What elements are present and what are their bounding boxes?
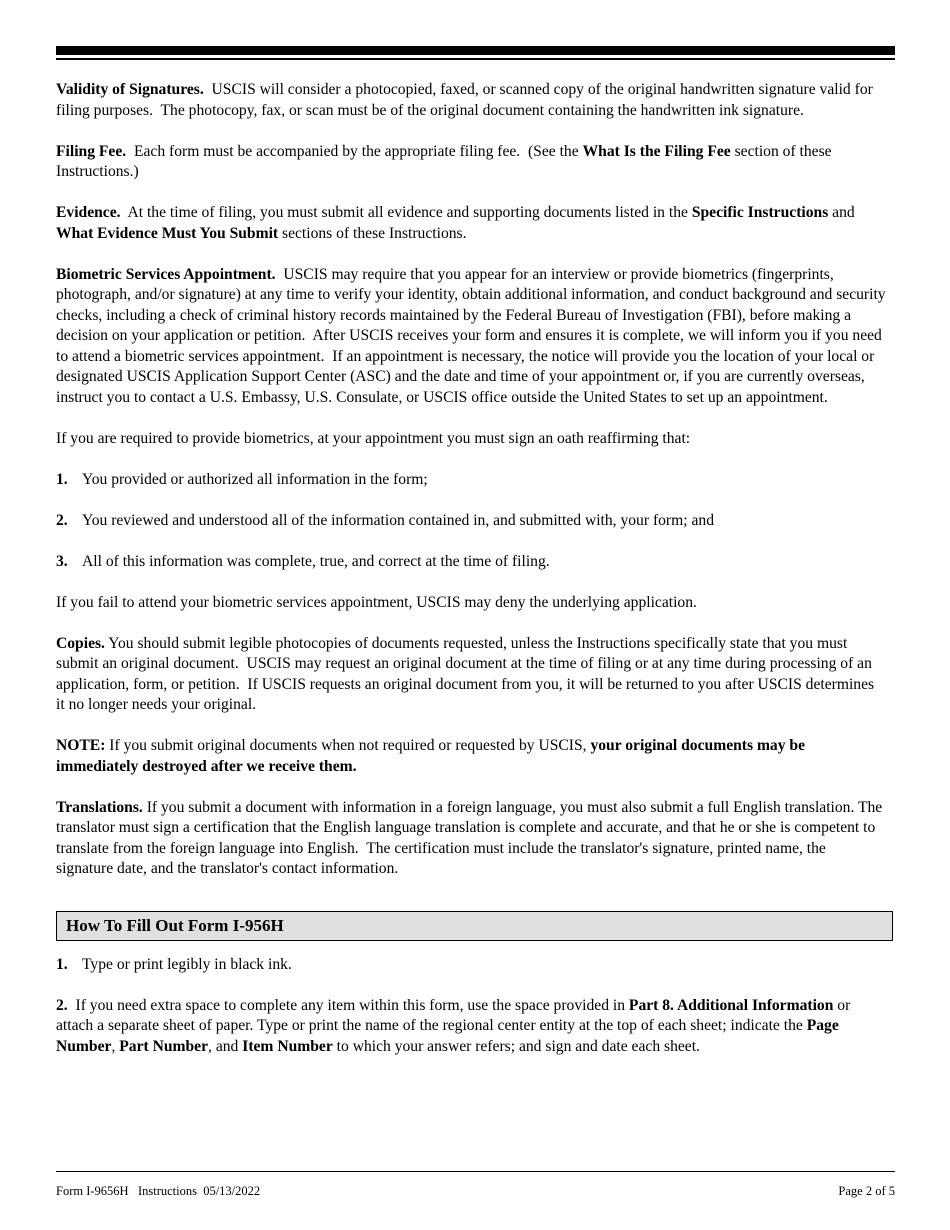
fill-item-text-2: or attach a separate sheet of paper. Type or print the name of the regional center entity at the top of each sheet; indicate the (56, 996, 851, 1034)
header-rule-thin (56, 58, 895, 60)
oath-item (56, 552, 886, 573)
footer-form-id: Form I-9656H Instructions 05/13/2022 (56, 1184, 261, 1198)
filing-fee-ref: What Is the Filing Fee (582, 142, 731, 160)
fill-item-text: Type or print legibly in black ink. (82, 955, 292, 973)
note-heading: NOTE: (56, 737, 106, 754)
oath-item-number: 1. (56, 470, 68, 488)
fill-item-text-4: , and (208, 1037, 243, 1055)
oath-item-text: You provided or authorized all information in the form; (82, 470, 428, 488)
validity-paragraph (56, 80, 886, 121)
fill-item (56, 996, 886, 1058)
copies-text: You should submit legible photocopies of documents requested, unless the Instructions specifically state that you must submit an original document. USCIS may request an original document at the time of filing or at any time during processing of an application, form, or petition. If USCIS requests an original document from you, it will be returned to you after USCIS determines it no longer needs your original. (56, 634, 878, 713)
fill-item-ref-part: Part 8. Additional Information (628, 996, 834, 1014)
oath-item-number: 2. (56, 511, 68, 529)
fill-item-ref-page: Page Number (56, 1017, 839, 1055)
fill-item-ref-item-number: Item Number (242, 1037, 333, 1055)
validity-text: USCIS will consider a photocopied, faxed, or scanned copy of the original handwritten signature valid for filing purposes. The photocopy, fax, or scan must be of the original document containing the handwritten ink signature. (56, 81, 877, 119)
fail-paragraph: If you fail to attend your biometric services appointment, USCIS may deny the underlying application. (56, 593, 697, 611)
fill-item-text: If you need extra space to complete any item within this form, use the space provided in (67, 996, 629, 1014)
evidence-ref-2: What Evidence Must You Submit (56, 224, 279, 242)
evidence-text-end: sections of these Instructions. (278, 224, 467, 242)
note-text: If you submit original documents when not required or requested by USCIS, (105, 737, 591, 754)
oath-intro: If you are required to provide biometrics, at your appointment you must sign an oath reaffirming that: (56, 429, 691, 447)
oath-item-text: All of this information was complete, true, and correct at the time of filing. (82, 552, 550, 570)
fill-item (56, 955, 886, 976)
translations-paragraph (56, 798, 886, 880)
biometric-heading: Biometric Services Appointment. (56, 265, 276, 283)
document-body (56, 80, 890, 1078)
copies-paragraph (56, 634, 886, 716)
oath-item-text: You reviewed and understood all of the information contained in, and submitted with, your form; and (82, 511, 715, 529)
section-heading: How To Fill Out Form I-956H (56, 911, 893, 941)
filing-fee-paragraph (56, 142, 886, 183)
fill-item-ref-part-number: Part Number (119, 1037, 209, 1055)
evidence-text: At the time of filing, you must submit all evidence and supporting documents listed in the (120, 204, 692, 221)
note-paragraph (56, 736, 886, 777)
translations-text: If you submit a document with information in a foreign language, you must also submit a full English translation. The translator must sign a certification that the English language translation is complete and accurate, and that he or she is competent to translate from the foreign language into English. The certification must include the translator's signature, printed name, the signature date, and the translator's contact information. (56, 798, 887, 877)
fill-item-number: 2. (56, 996, 68, 1014)
filing-fee-heading: Filing Fee. (56, 142, 127, 160)
note-warning: your original documents may be immediately destroyed after we receive them. (56, 737, 806, 775)
oath-item-number: 3. (56, 552, 68, 570)
translations-heading: Translations. (56, 798, 143, 816)
fill-item-number: 1. (56, 955, 68, 973)
copies-heading: Copies. (56, 634, 105, 652)
filing-fee-text-end: section of these Instructions.) (56, 142, 832, 180)
fill-item-text-5: to which your answer refers; and sign and date each sheet. (332, 1037, 700, 1055)
evidence-heading: Evidence. (56, 204, 121, 221)
fill-item-text-3: , (111, 1037, 120, 1055)
biometric-paragraph (56, 265, 890, 409)
evidence-paragraph (56, 203, 886, 244)
validity-heading: Validity of Signatures. (56, 81, 204, 98)
filing-fee-text: Each form must be accompanied by the appropriate filing fee. (See the (126, 142, 583, 160)
footer-page-number: Page 2 of 5 (838, 1184, 895, 1198)
evidence-text-mid: and (828, 204, 859, 221)
oath-item (56, 470, 886, 491)
biometric-text: USCIS may require that you appear for an interview or provide biometrics (fingerprints, photograph, and/or signature) at any time to verify your identity, obtain additional information, and conduct background and security checks, including a check of criminal history records maintained by the Federal Bureau of Investigation (FBI), before making a decision on your application or petition. After USCIS receives your form and ensures it is complete, we will inform you if you need to attend a biometric services appointment. If an appointment is necessary, the notice will provide you the location of your local or designated USCIS Application Support Center (ASC) and the date and time of your appointment or, if you are currently overseas, instruct you to contact a U.S. Embassy, U.S. Consulate, or USCIS office outside the United States to set up an appointment. (56, 265, 890, 406)
evidence-ref-1: Specific Instructions (691, 204, 829, 221)
footer-rule (56, 1171, 895, 1172)
oath-item (56, 511, 886, 532)
header-rule-thick (56, 46, 895, 55)
